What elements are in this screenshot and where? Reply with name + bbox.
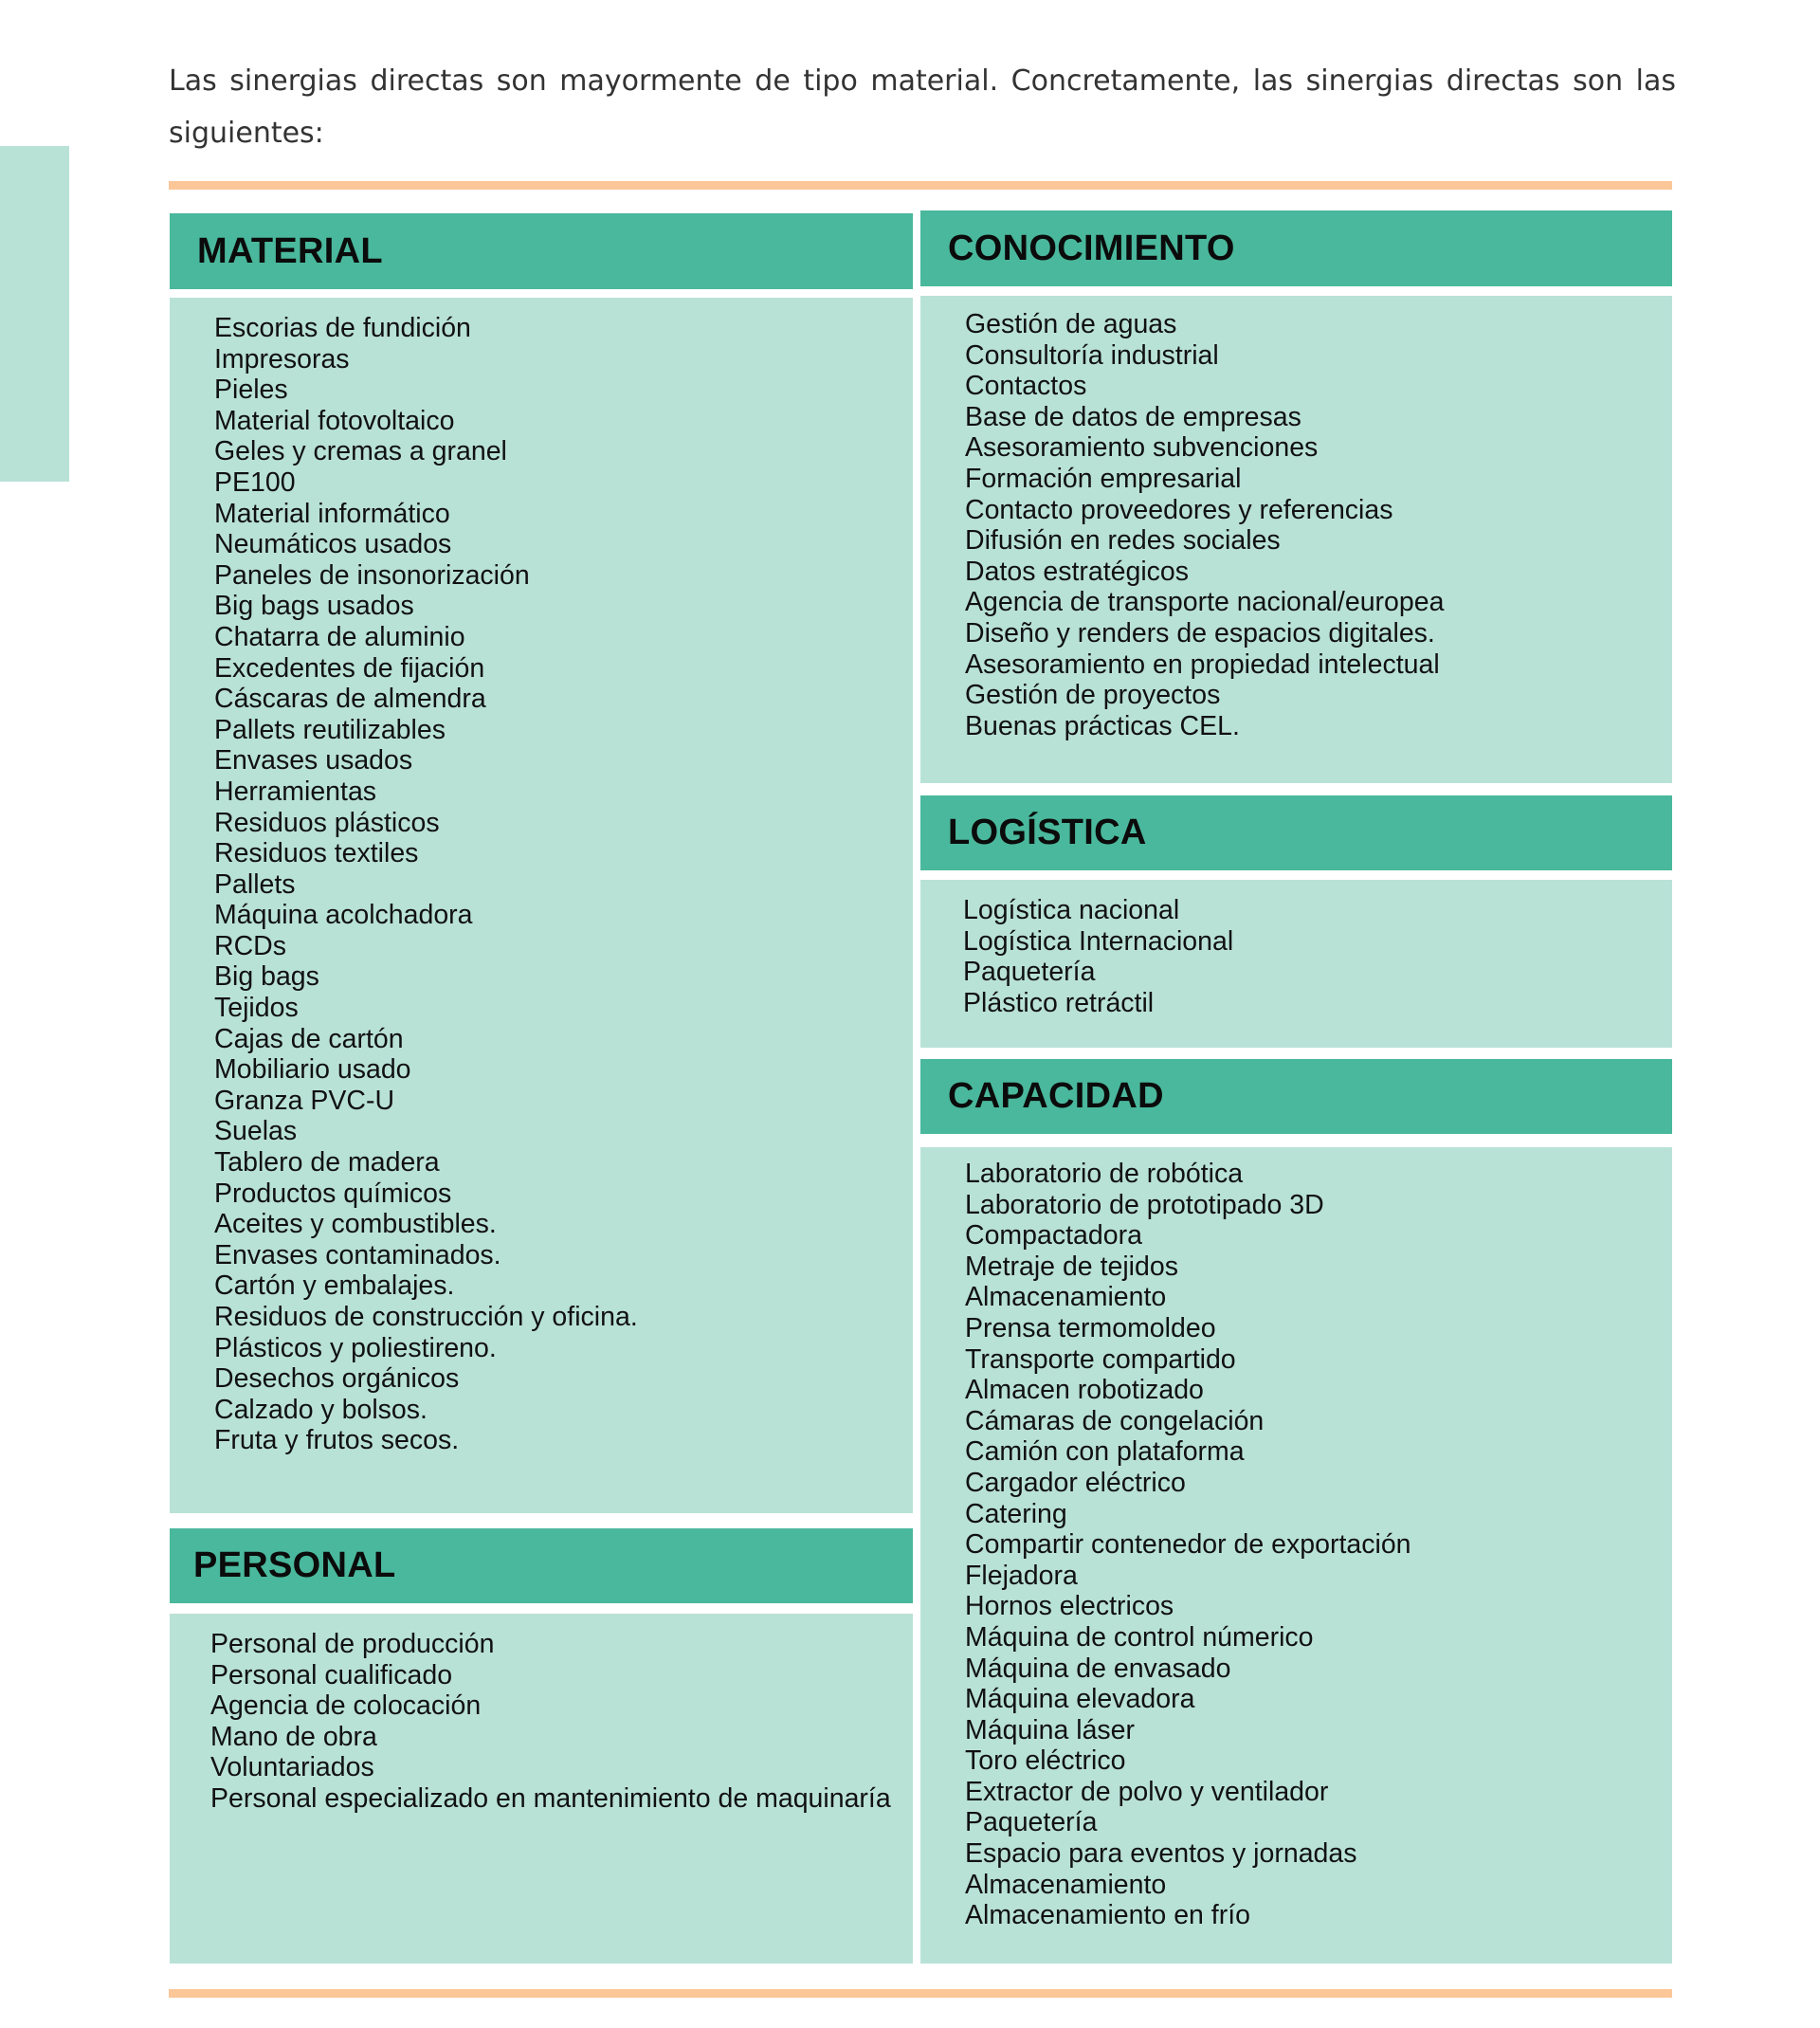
list-item: Productos químicos xyxy=(214,1178,452,1209)
list-item: Metraje de tejidos xyxy=(965,1251,1178,1282)
list-item: Flejadora xyxy=(965,1560,1078,1591)
list-item: Prensa termomoldeo xyxy=(965,1312,1216,1343)
section-title-personal: PERSONAL xyxy=(193,1545,396,1585)
list-item: Agencia de transporte nacional/europea xyxy=(965,587,1445,618)
list-item: Máquina de control númerico xyxy=(965,1621,1314,1653)
list-item: Toro eléctrico xyxy=(965,1745,1126,1777)
list-item: Compactadora xyxy=(965,1220,1142,1252)
list-item: Paquetería xyxy=(965,1807,1098,1838)
list-item: Logística Internacional xyxy=(963,925,1234,957)
list-item: Personal cualificado xyxy=(210,1659,453,1690)
section-title-conocimiento: CONOCIMIENTO xyxy=(948,228,1235,268)
list-item: PE100 xyxy=(214,466,296,498)
list-item: Paquetería xyxy=(963,957,1096,988)
list-item: Almacen robotizado xyxy=(965,1375,1204,1406)
list-item: Almacenamiento xyxy=(965,1282,1167,1313)
list-item: Hornos electricos xyxy=(965,1591,1174,1622)
list-item: Máquina acolchadora xyxy=(214,900,473,931)
section-header-personal xyxy=(170,1528,913,1603)
list-item: Tablero de madera xyxy=(214,1147,440,1178)
section-body-capacidad xyxy=(920,1147,1672,1964)
section-body-material xyxy=(170,298,913,1513)
list-item: Compartir contenedor de exportación xyxy=(965,1529,1411,1561)
list-item: Máquina elevadora xyxy=(965,1684,1195,1715)
list-item: Contacto proveedores y referencias xyxy=(965,494,1393,525)
list-item: Material informático xyxy=(214,498,450,529)
top-divider xyxy=(169,181,1672,190)
section-title-logistica: LOGÍSTICA xyxy=(948,813,1147,852)
list-item: Aceites y combustibles. xyxy=(214,1209,497,1240)
list-item: Envases usados xyxy=(214,745,413,776)
list-item: Residuos de construcción y oficina. xyxy=(214,1302,638,1332)
list-item: Catering xyxy=(965,1498,1067,1529)
list-item: Gestión de aguas xyxy=(965,309,1177,339)
list-item: Contactos xyxy=(965,371,1087,402)
list-item: Mano de obra xyxy=(210,1721,377,1752)
list-item: Pallets reutilizables xyxy=(214,714,446,745)
list-item: Voluntariados xyxy=(210,1752,374,1783)
list-item: Escorias de fundición xyxy=(214,313,471,343)
section-header-capacidad xyxy=(920,1059,1672,1134)
list-item: Herramientas xyxy=(214,776,377,807)
bottom-divider xyxy=(169,1989,1672,1998)
list-item: Gestión de proyectos xyxy=(965,680,1221,711)
list-item: Agencia de colocación xyxy=(210,1690,482,1722)
section-header-logistica xyxy=(920,795,1672,870)
list-item: Datos estratégicos xyxy=(965,556,1190,587)
list-item: Consultoría industrial xyxy=(965,339,1219,371)
list-item: Extractor de polvo y ventilador xyxy=(965,1776,1329,1807)
list-item: Cáscaras de almendra xyxy=(214,684,486,715)
list-item: Envases contaminados. xyxy=(214,1239,501,1270)
list-item: Difusión en redes sociales xyxy=(965,525,1281,557)
list-item: Cámaras de congelación xyxy=(965,1405,1265,1436)
list-item: Geles y cremas a granel xyxy=(214,436,507,467)
list-item: Almacenamiento xyxy=(965,1869,1167,1900)
list-item: Fruta y frutos secos. xyxy=(214,1425,460,1456)
list-item: Neumáticos usados xyxy=(214,529,452,560)
section-title-capacidad: CAPACIDAD xyxy=(948,1076,1164,1116)
list-item: Transporte compartido xyxy=(965,1343,1236,1375)
list-item: Base de datos de empresas xyxy=(965,401,1301,432)
section-body-personal xyxy=(170,1614,913,1964)
list-item: Máquina láser xyxy=(965,1714,1136,1745)
list-item: Excedentes de fijación xyxy=(214,652,485,684)
intro-paragraph: Las sinergias directas son mayormente de tipo material. Concretamente, las sinergias directas son las siguientes: xyxy=(169,64,1676,150)
list-item: Big bags usados xyxy=(214,591,414,622)
list-item: Paneles de insonorización xyxy=(214,559,530,591)
list-item: Laboratorio de robótica xyxy=(965,1159,1244,1189)
list-item: Logística nacional xyxy=(963,895,1180,925)
list-item: Asesoramiento subvenciones xyxy=(965,432,1319,464)
list-item: Cargador eléctrico xyxy=(965,1467,1186,1498)
list-item: Plásticos y poliestireno. xyxy=(214,1332,497,1363)
list-item: Mobiliario usado xyxy=(214,1054,411,1086)
list-item: Desechos orgánicos xyxy=(214,1363,460,1395)
list-item: Pallets xyxy=(214,868,296,900)
list-item: Material fotovoltaico xyxy=(214,405,455,436)
section-body-logistica xyxy=(920,880,1672,1048)
item-list-logistica xyxy=(963,895,1672,1018)
list-item: Residuos textiles xyxy=(214,838,419,869)
list-item: Máquina de envasado xyxy=(965,1653,1231,1684)
section-header-conocimiento xyxy=(920,210,1672,286)
list-item: Big bags xyxy=(214,961,319,993)
list-item: Granza PVC-U xyxy=(214,1085,395,1116)
list-item: Personal de producción xyxy=(210,1629,495,1659)
list-item: Impresoras xyxy=(214,343,350,375)
list-item: Personal especializado en mantenimiento de maquinaría xyxy=(210,1782,891,1814)
section-header-material xyxy=(170,213,913,289)
item-list-capacidad xyxy=(965,1159,1672,1931)
list-item: Residuos plásticos xyxy=(214,807,440,838)
list-item: Cartón y embalajes. xyxy=(214,1270,455,1302)
list-item: Tejidos xyxy=(214,993,299,1024)
list-item: Formación empresarial xyxy=(965,463,1242,494)
item-list-personal xyxy=(210,1629,913,1815)
list-item: Asesoramiento en propiedad intelectual xyxy=(965,649,1440,680)
item-list-material xyxy=(214,313,913,1456)
list-item: Plástico retráctil xyxy=(963,987,1155,1018)
item-list-conocimiento xyxy=(965,309,1672,741)
section-title-material: MATERIAL xyxy=(197,230,383,271)
list-item: Espacio para eventos y jornadas xyxy=(965,1838,1357,1870)
list-item: Pieles xyxy=(214,375,288,406)
list-item: Laboratorio de prototipado 3D xyxy=(965,1189,1324,1220)
list-item: Suelas xyxy=(214,1116,298,1147)
list-item: Buenas prácticas CEL. xyxy=(965,710,1240,741)
list-item: Diseño y renders de espacios digitales. xyxy=(965,617,1435,649)
list-item: Cajas de cartón xyxy=(214,1023,404,1054)
list-item: Almacenamiento en frío xyxy=(965,1900,1250,1931)
list-item: RCDs xyxy=(214,930,286,961)
section-body-conocimiento xyxy=(920,296,1672,783)
side-tab-decoration xyxy=(0,146,69,482)
list-item: Calzado y bolsos. xyxy=(214,1394,428,1425)
list-item: Chatarra de aluminio xyxy=(214,621,465,652)
list-item: Camión con plataforma xyxy=(965,1436,1245,1468)
